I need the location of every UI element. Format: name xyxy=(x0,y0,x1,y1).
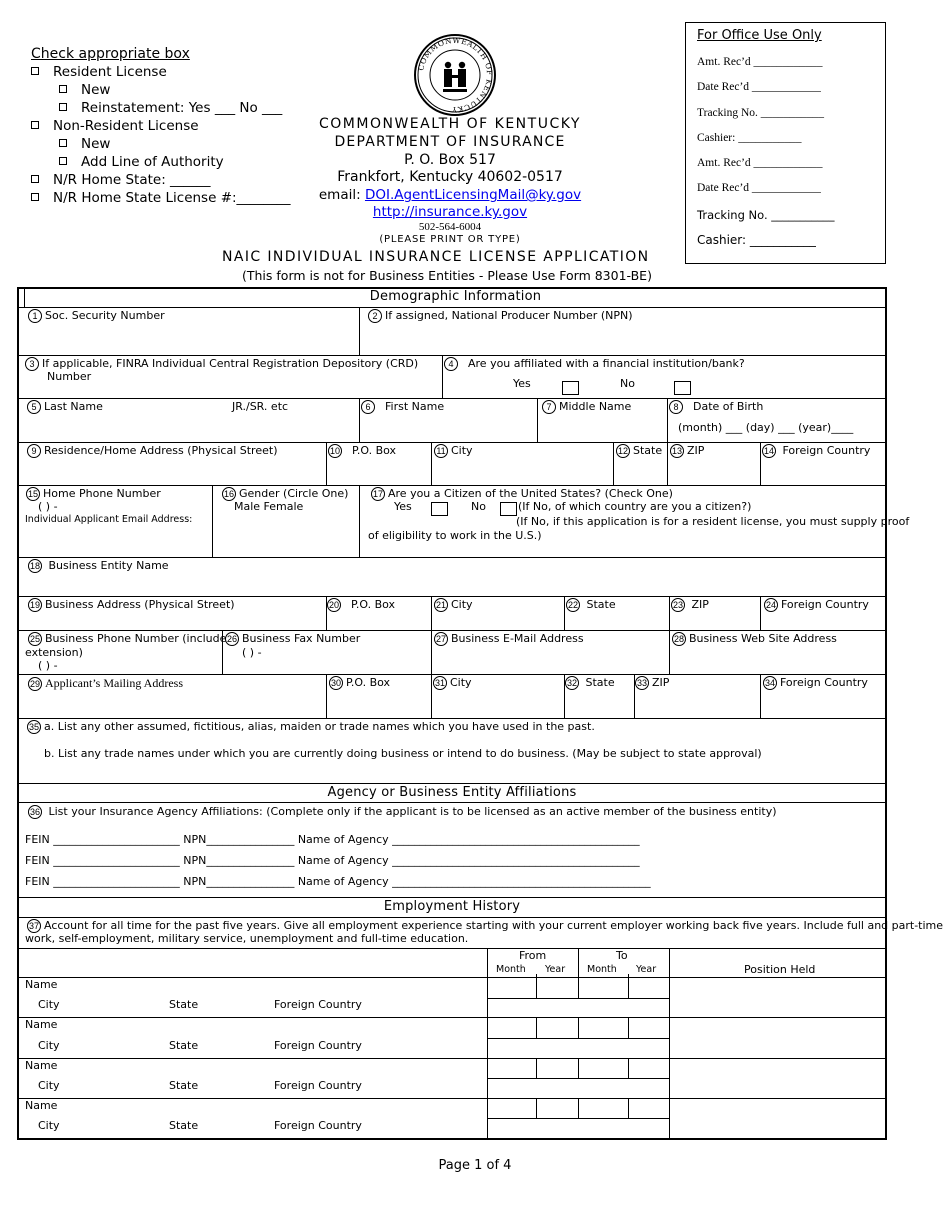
field-residence-zip[interactable]: 13 ZIP xyxy=(671,444,705,457)
header-line2: DEPARTMENT OF INSURANCE xyxy=(334,134,566,150)
divider xyxy=(17,307,887,308)
field-mailing-country[interactable]: 34 Foreign Country xyxy=(764,676,868,689)
employment-name[interactable]: Name xyxy=(25,1059,58,1072)
section-agency: Agency or Business Entity Affiliations xyxy=(327,785,577,800)
field-citizen: 17 Are you a Citizen of the United States? (Check One) xyxy=(372,487,673,500)
divider xyxy=(359,398,360,442)
divider xyxy=(431,630,432,674)
divider xyxy=(487,998,669,999)
divider xyxy=(487,1078,669,1079)
divider xyxy=(613,442,614,485)
divider xyxy=(442,355,443,398)
field-crd[interactable]: 3 If applicable, FINRA Individual Central Registration Depository (CRD) xyxy=(25,357,418,371)
field-residence-po-box[interactable]: 10 P.O. Box xyxy=(329,444,397,457)
divider xyxy=(17,442,887,443)
field-business-email[interactable]: 27 Business E-Mail Address xyxy=(435,632,584,645)
employment-city[interactable]: City xyxy=(38,1079,60,1092)
section-employment: Employment History xyxy=(383,899,521,914)
field-business-address[interactable]: 19 Business Address (Physical Street) xyxy=(29,598,235,611)
divider xyxy=(628,1058,629,1078)
divider xyxy=(760,596,761,630)
checkbox-icon xyxy=(31,193,39,201)
print-note: (PLEASE PRINT OR TYPE) xyxy=(379,234,521,245)
divider xyxy=(17,596,887,597)
field-residence-state[interactable]: 12 State xyxy=(617,444,663,457)
col-to-month: Month xyxy=(587,964,617,975)
field-residence-country[interactable]: 14 Foreign Country xyxy=(763,444,871,457)
checkbox-icon xyxy=(59,103,67,111)
divider xyxy=(578,1017,579,1038)
divider xyxy=(487,1118,669,1119)
label-no: No xyxy=(620,377,635,390)
field-ssn[interactable]: 1 Soc. Security Number xyxy=(28,309,165,323)
citizen-note-1: (If No, of which country are you a citizen?) xyxy=(518,500,752,513)
dob-format: (month) ___ (day) ___ (year)____ xyxy=(678,421,854,434)
field-residence-city[interactable]: 11 City xyxy=(434,444,473,458)
divider xyxy=(536,1098,537,1118)
checkbox-citizen-yes[interactable] xyxy=(431,502,448,516)
col-from-year: Year xyxy=(545,964,566,975)
field-business-phone[interactable]: 25 Business Phone Number (include xyxy=(29,632,227,645)
divider xyxy=(536,1058,537,1078)
checklist-title: Check appropriate box xyxy=(31,46,190,62)
field-financial-affiliation: 4 Are you affiliated with a financial institution/bank? xyxy=(444,357,745,371)
divider xyxy=(326,442,327,485)
label-citizen-yes: Yes xyxy=(394,500,412,513)
divider xyxy=(326,674,327,718)
divider xyxy=(17,897,887,898)
field-other-names[interactable]: 35 a. List any other assumed, fictitious, alias, maiden or trade names which you have used in the past. xyxy=(28,720,595,733)
employment-country[interactable]: Foreign Country xyxy=(274,998,362,1011)
divider xyxy=(17,948,887,949)
field-mailing-po-box[interactable]: 30 P.O. Box xyxy=(330,676,391,689)
form-subtitle: (This form is not for Business Entities - Please Use Form 8301-BE) xyxy=(242,268,652,283)
field-business-fax[interactable]: 26 Business Fax Number xyxy=(226,632,361,645)
label-suffix: JR./SR. etc xyxy=(232,400,289,413)
citizen-note-3: of eligibility to work in the U.S.) xyxy=(368,529,542,542)
email-link[interactable]: DOI.AgentLicensingMail@ky.gov xyxy=(364,187,582,203)
office-use-title: For Office Use Only xyxy=(697,28,822,43)
header-line4: Frankfort, Kentucky 40602-0517 xyxy=(337,169,563,185)
field-last-name[interactable]: 5 Last Name xyxy=(27,400,103,414)
divider xyxy=(628,1017,629,1038)
divider xyxy=(17,1098,887,1099)
divider xyxy=(17,1058,887,1059)
header-email-line: email: DOI.AgentLicensingMail@ky.gov xyxy=(318,187,582,203)
business-phone-ext-label: extension) xyxy=(25,646,83,659)
employment-name[interactable]: Name xyxy=(25,1099,58,1112)
section-demographic: Demographic Information xyxy=(369,289,542,304)
checkbox-icon xyxy=(31,121,39,129)
divider xyxy=(17,783,887,784)
divider xyxy=(17,630,887,631)
checkbox-affiliated-no[interactable] xyxy=(674,381,691,395)
divider xyxy=(17,718,887,719)
office-row: Cashier: ___________ xyxy=(697,132,802,144)
field-home-phone[interactable]: 15 Home Phone Number xyxy=(27,487,161,500)
divider xyxy=(212,485,213,557)
checkbox-affiliated-yes[interactable] xyxy=(562,381,579,395)
divider xyxy=(760,442,761,485)
field-applicant-email[interactable]: Individual Applicant Email Address: xyxy=(25,514,193,525)
office-row: Cashier: ___________ xyxy=(697,233,816,247)
divider xyxy=(17,355,887,356)
divider xyxy=(669,596,670,630)
divider xyxy=(17,802,887,803)
employment-city[interactable]: City xyxy=(38,1119,60,1132)
application-form xyxy=(17,287,887,1140)
employment-country[interactable]: Foreign Country xyxy=(274,1079,362,1092)
fein-row[interactable]: FEIN _______________________ NPN________________ Name of Agency _____________________________________________ xyxy=(25,854,640,867)
checkbox-resident-license[interactable]: Resident License xyxy=(31,63,167,81)
divider xyxy=(628,1098,629,1118)
checkbox-resident-new[interactable]: New xyxy=(59,81,110,99)
business-fax-format: ( ) - xyxy=(242,646,262,659)
checkbox-icon xyxy=(31,175,39,183)
field-mailing-city[interactable]: 31 City xyxy=(434,676,472,689)
divider xyxy=(17,917,887,918)
divider xyxy=(669,630,670,674)
field-business-country[interactable]: 24 Foreign Country xyxy=(765,598,869,611)
field-residence-address[interactable]: 9 Residence/Home Address (Physical Street) xyxy=(27,444,277,458)
checkbox-non-resident-license[interactable]: Non-Resident License xyxy=(31,117,199,135)
divider xyxy=(17,557,887,558)
col-position-held: Position Held xyxy=(744,963,816,976)
gender-options[interactable]: Male Female xyxy=(234,500,304,513)
checkbox-add-line-of-authority[interactable]: Add Line of Authority xyxy=(59,153,224,171)
label-yes: Yes xyxy=(513,377,531,390)
employment-name[interactable]: Name xyxy=(25,1018,58,1031)
field-business-website[interactable]: 28 Business Web Site Address xyxy=(673,632,837,645)
divider xyxy=(359,485,360,557)
field-business-state[interactable]: 22 State xyxy=(567,598,616,611)
field-mailing-state[interactable]: 32 State xyxy=(566,676,615,689)
field-trade-names[interactable]: b. List any trade names under which you are currently doing business or intend to do business. (May be subject to state approval) xyxy=(44,747,762,760)
employment-state[interactable]: State xyxy=(169,1079,199,1092)
header-line1: COMMONWEALTH OF KENTUCKY xyxy=(319,116,581,132)
field-date-of-birth[interactable]: 8 Date of Birth xyxy=(669,400,763,414)
checkbox-icon xyxy=(31,67,39,75)
field-business-entity-name[interactable]: 18 Business Entity Name xyxy=(29,559,169,572)
employment-country[interactable]: Foreign Country xyxy=(274,1039,362,1052)
seal-text: COMMONWEALTH OF KENTUCKY xyxy=(416,35,495,115)
divider xyxy=(17,1017,887,1018)
office-row: Tracking No. ___________ xyxy=(697,208,835,222)
divider xyxy=(17,674,887,675)
col-to: To xyxy=(616,949,628,962)
divider xyxy=(359,307,360,355)
field-middle-name[interactable]: 7 Middle Name xyxy=(542,400,631,414)
employment-city[interactable]: City xyxy=(38,998,60,1011)
divider xyxy=(578,1058,579,1078)
label-citizen-no: No xyxy=(471,500,486,513)
divider xyxy=(536,1017,537,1038)
checkbox-icon xyxy=(59,157,67,165)
divider xyxy=(667,442,668,485)
divider xyxy=(431,442,432,485)
office-row: Amt. Rec’d ____________ xyxy=(697,157,823,169)
field-gender[interactable]: 16 Gender (Circle One) xyxy=(223,487,349,500)
divider xyxy=(667,398,668,442)
divider xyxy=(760,674,761,718)
field-mailing-zip[interactable]: 33 ZIP xyxy=(636,676,670,689)
employment-state[interactable]: State xyxy=(169,1039,199,1052)
field-business-po-box[interactable]: 20 P.O. Box xyxy=(328,598,396,611)
header-phone: 502-564-6004 xyxy=(418,221,482,233)
office-use-box xyxy=(685,22,886,264)
svg-text:COMMONWEALTH OF KENTUCKY xyxy=(416,36,494,114)
divider xyxy=(431,596,432,630)
office-row: Tracking No. ___________ xyxy=(697,107,825,119)
employment-state[interactable]: State xyxy=(169,1119,199,1132)
checkbox-nr-home-state[interactable]: N/R Home State: ______ xyxy=(31,171,211,189)
kentucky-seal-icon xyxy=(413,33,497,117)
employment-instruction-2: work, self-employment, military service, unemployment and full-time education. xyxy=(25,932,469,945)
divider xyxy=(431,674,432,718)
business-phone-format: ( ) - xyxy=(38,659,58,672)
employment-name[interactable]: Name xyxy=(25,978,58,991)
citizen-note-2: (If No, if this application is for a resident license, you must supply proof xyxy=(516,515,910,528)
office-row: Amt. Rec’d ____________ xyxy=(697,56,823,68)
checkbox-reinstatement[interactable]: Reinstatement: Yes ___ No ___ xyxy=(59,99,282,117)
field-npn[interactable]: 2 If assigned, National Producer Number (NPN) xyxy=(368,309,633,323)
divider xyxy=(578,1098,579,1118)
divider xyxy=(578,948,579,998)
field-first-name[interactable]: 6 First Name xyxy=(361,400,444,414)
field-crd-number-label: Number xyxy=(47,370,92,383)
checkbox-nr-home-state-license[interactable]: N/R Home State License #:________ xyxy=(31,189,291,207)
form-title: NAIC INDIVIDUAL INSURANCE LICENSE APPLICATION xyxy=(222,249,650,265)
fein-row[interactable]: FEIN _______________________ NPN________________ Name of Agency _____________________________________________ xyxy=(25,833,640,846)
checkbox-citizen-no[interactable] xyxy=(500,502,517,516)
col-from: From xyxy=(519,949,547,962)
divider xyxy=(537,398,538,442)
fein-row[interactable]: FEIN _______________________ NPN________________ Name of Agency _______________________________________________ xyxy=(25,875,651,888)
employment-instruction: 37 Account for all time for the past five years. Give all employment experience starting with your current employer working back five years. Include full and part-time xyxy=(28,919,944,932)
office-row: Date Rec’d ____________ xyxy=(697,182,821,194)
office-row: Date Rec’d ____________ xyxy=(697,81,821,93)
employment-city[interactable]: City xyxy=(38,1039,60,1052)
col-from-month: Month xyxy=(496,964,526,975)
checkbox-icon xyxy=(59,139,67,147)
divider xyxy=(487,1038,669,1039)
page-number: Page 1 of 4 xyxy=(438,1158,512,1173)
employment-state[interactable]: State xyxy=(169,998,199,1011)
agency-affiliations-instruction: 36 List your Insurance Agency Affiliations: (Complete only if the applicant is to be licensed as an active member of the business entity) xyxy=(29,805,777,818)
divider xyxy=(17,977,887,978)
divider xyxy=(17,398,887,399)
col-to-year: Year xyxy=(636,964,657,975)
website-link[interactable]: http://insurance.ky.gov xyxy=(372,204,528,220)
divider xyxy=(564,596,565,630)
home-phone-format: ( ) - xyxy=(38,500,58,513)
field-mailing-address[interactable]: 29 Applicant’s Mailing Address xyxy=(29,676,183,690)
divider xyxy=(17,485,887,486)
header-website-line xyxy=(250,204,650,220)
employment-country[interactable]: Foreign Country xyxy=(274,1119,362,1132)
field-business-city[interactable]: 21 City xyxy=(435,598,473,611)
checkbox-icon xyxy=(59,85,67,93)
field-business-zip[interactable]: 23 ZIP xyxy=(672,598,709,611)
checkbox-non-resident-new[interactable]: New xyxy=(59,135,110,153)
header-line3: P. O. Box 517 xyxy=(404,152,496,168)
